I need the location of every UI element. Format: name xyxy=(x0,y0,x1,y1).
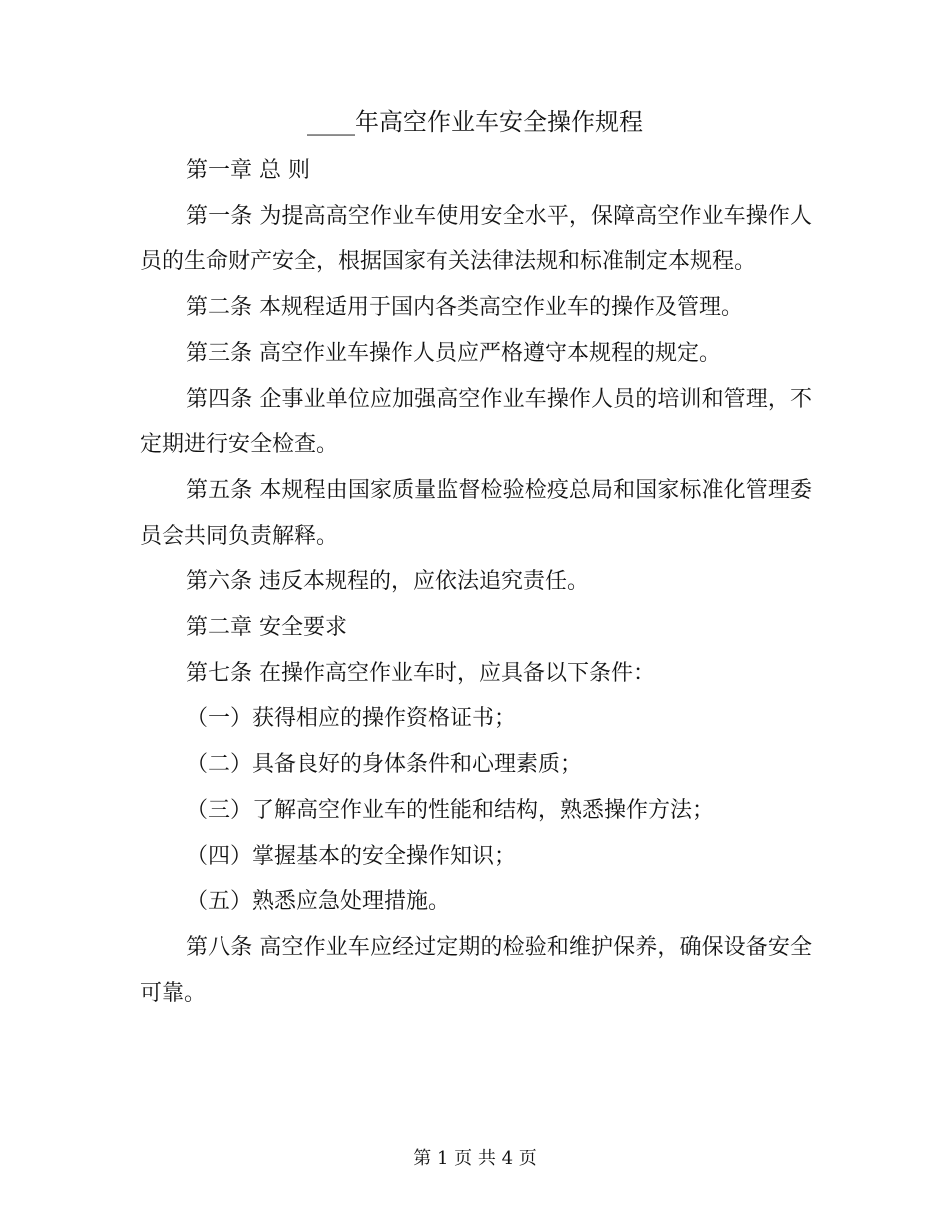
document-title: ____年高空作业车安全操作规程 xyxy=(307,108,643,136)
article-paragraph: 第四条 企事业单位应加强高空作业车操作人员的培训和管理，不定期进行安全检查。 xyxy=(140,386,812,458)
document-body xyxy=(140,148,812,1016)
article-paragraph: 第三条 高空作业车操作人员应严格遵守本规程的规定。 xyxy=(186,340,721,366)
article-paragraph: 第一条 为提高高空作业车使用安全水平，保障高空作业车操作人员的生命财产安全，根据国家有关法律法规和标准制定本规程。 xyxy=(140,203,812,275)
article-paragraph: 第七条 在操作高空作业车时，应具备以下条件： xyxy=(186,660,655,686)
chapter-heading: 第一章 总 则 xyxy=(186,158,310,183)
condition-list-item: （四）掌握基本的安全操作知识； xyxy=(186,843,517,869)
article-paragraph: 第六条 违反本规程的，应依法追究责任。 xyxy=(186,569,589,595)
condition-list-item: （二）具备良好的身体条件和心理素质； xyxy=(186,752,583,778)
page-number: 第 1 页 共 4 页 xyxy=(413,1148,537,1169)
article-paragraph: 第五条 本规程由国家质量监督检验检疫总局和国家标准化管理委员会共同负责解释。 xyxy=(140,477,812,549)
article-paragraph: 第八条 高空作业车应经过定期的检验和维护保养，确保设备安全可靠。 xyxy=(140,934,812,1006)
chapter-heading: 第二章 安全要求 xyxy=(186,615,347,641)
condition-list-item: （三）了解高空作业车的性能和结构，熟悉操作方法； xyxy=(186,797,715,823)
condition-list-item: （一）获得相应的操作资格证书； xyxy=(186,706,517,732)
article-paragraph: 第二条 本规程适用于国内各类高空作业车的操作及管理。 xyxy=(186,295,743,321)
condition-list-item: （五）熟悉应急处理措施。 xyxy=(186,889,451,915)
